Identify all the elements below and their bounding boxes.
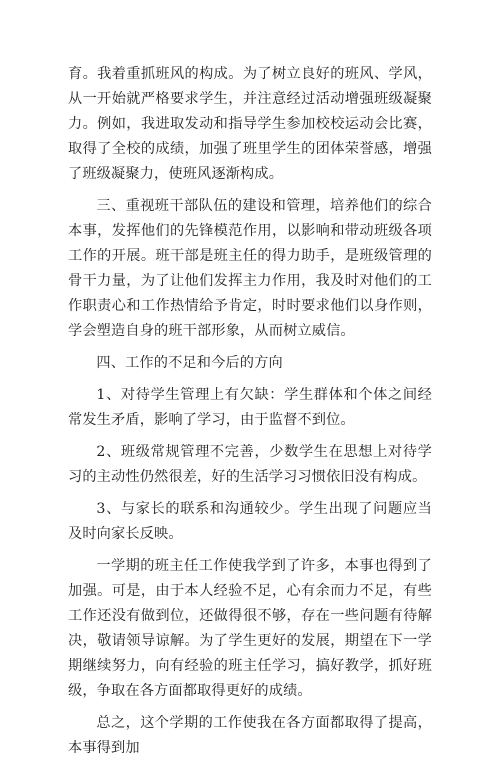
list-item-1: 1、对待学生管理上有欠缺：学生群体和个体之间经常发生矛盾，影响了学习，由于监督不到位。 bbox=[68, 387, 432, 428]
list-item-2: 2、班级常规管理不完善，少数学生在思想上对待学习的主动性仍然很差，好的生活学习习惯依旧没有构成。 bbox=[68, 444, 432, 485]
paragraph-conclusion: 总之，这个学期的工作使我在各方面都取得了提高，本事得到加 bbox=[68, 715, 432, 756]
list-item-3: 3、与家长的联系和沟通较少。学生出现了问题应当及时向家长反映。 bbox=[68, 501, 432, 542]
section-heading-shortcomings: 四、工作的不足和今后的方向 bbox=[96, 355, 283, 371]
paragraph-semester-summary: 一学期的班主任工作使我学到了许多，本事也得到了加强。可是，由于本人经验不足，心有余而力不足，有些工作还没有做到位，还做得很不够，存在一些问题有待解决，敬请领导谅解。为了学生更好的发展，期望在下一学期继续努力，向有经验的班主任学习，搞好教学，抓好班级，争取在各方面都取得更好的成绩。 bbox=[68, 558, 432, 699]
paragraph-continuation: 育。我着重抓班风的构成。为了树立良好的班风、学风，从一开始就严格要求学生，并注意经过活动增强班级凝聚力。例如，我进取发动和指导学生参加校校运动会比赛，取得了全校的成绩，加强了班里学生的团体荣誉感，增强了班级凝聚力，使班风逐渐构成。 bbox=[68, 66, 432, 182]
document-body bbox=[68, 62, 432, 768]
paragraph-class-cadre: 三、重视班干部队伍的建设和管理，培养他们的综合本事，发挥他们的先锋模范作用，以影响和带动班级各项工作的开展。班干部是班主任的得力助手，是班级管理的骨干力量，为了让他们发挥主力作用，我及时对他们的工作职责心和工作热情给予肯定，时时要求他们以身作则，学会塑造自身的班干部形象，从而树立威信。 bbox=[68, 198, 432, 339]
